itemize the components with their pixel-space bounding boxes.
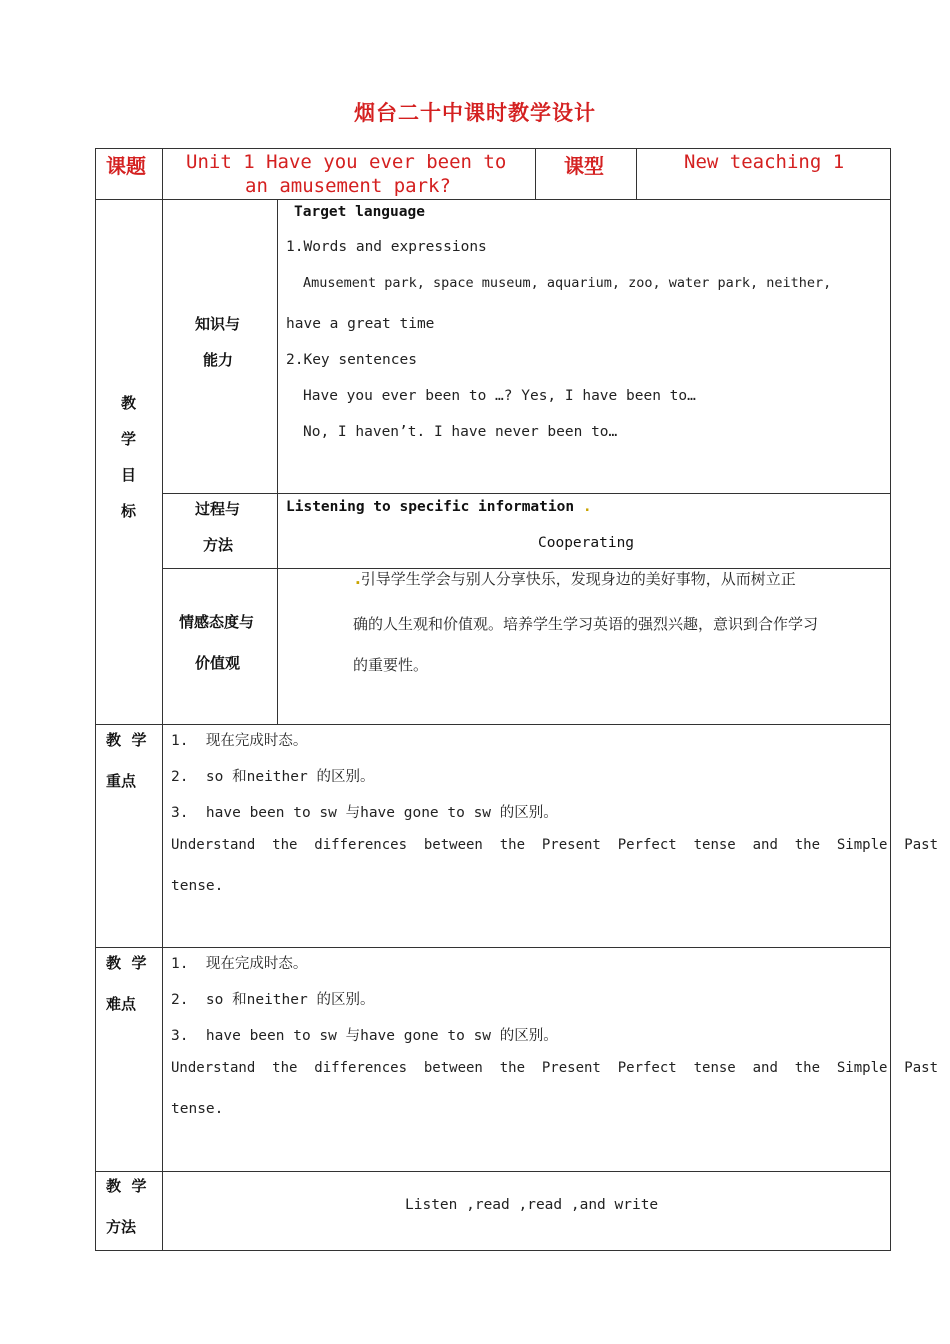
knowledge-line-3: Amusement park, space museum, aquarium, zoo, water park, neither, <box>303 275 832 291</box>
emotion-line-1-text: 引导学生学会与别人分享快乐，发现身边的美好事物，从而树立正 <box>360 570 796 588</box>
table-border-right <box>890 148 891 1250</box>
label-column-divider <box>162 148 163 1250</box>
objectives-char-1: 教 <box>121 394 137 412</box>
header-topic-divider <box>535 148 536 199</box>
objectives-row-divider <box>95 724 891 725</box>
topic-line-1: Unit 1 Have you ever been to <box>186 151 507 173</box>
process-line-1 <box>286 499 592 515</box>
sublabel-column-divider <box>277 199 278 724</box>
emotion-line-1-mark: . <box>355 570 361 588</box>
keypoints-line-1: 1. 现在完成时态。 <box>171 733 308 749</box>
process-label-2: 方法 <box>203 536 234 554</box>
header-row-divider <box>95 199 891 200</box>
objectives-char-2: 学 <box>121 430 137 448</box>
knowledge-line-5: 2.Key sentences <box>286 352 417 368</box>
keypoints-line-3: 3. have been to sw 与have gone to sw 的区别。 <box>171 805 558 821</box>
difficult-line-5: tense. <box>171 1101 224 1117</box>
process-line-1-mark: . <box>582 499 592 515</box>
knowledge-line-2: 1.Words and expressions <box>286 239 487 255</box>
type-value: New teaching 1 <box>684 151 845 173</box>
process-label-1: 过程与 <box>195 500 241 518</box>
process-line-1-text: Listening to specific information <box>286 499 575 515</box>
difficult-line-3: 3. have been to sw 与have gone to sw 的区别。 <box>171 1028 558 1044</box>
table-border-left <box>95 148 96 1250</box>
keypoints-row-divider <box>95 947 891 948</box>
difficult-line-1: 1. 现在完成时态。 <box>171 956 308 972</box>
keypoints-label-2: 重点 <box>106 772 137 790</box>
difficult-label-2: 难点 <box>106 995 137 1013</box>
knowledge-label-2: 能力 <box>203 351 234 369</box>
methods-label-1: 教 学 <box>106 1177 147 1195</box>
methods-value: Listen ,read ,read ,and write <box>405 1197 659 1213</box>
process-line-2: Cooperating <box>538 535 635 551</box>
type-label: 课型 <box>564 154 604 178</box>
objectives-char-4: 标 <box>121 502 137 520</box>
topic-label: 课题 <box>106 154 146 178</box>
methods-label-2: 方法 <box>106 1218 137 1236</box>
document-title: 烟台二十中课时教学设计 <box>354 101 596 125</box>
difficult-line-4: Understand the differences between the Present Perfect tense and the Simple Past <box>171 1060 939 1076</box>
knowledge-line-1: Target language <box>294 204 425 220</box>
emotion-label-1: 情感态度与 <box>179 613 255 631</box>
topic-line-2: an amusement park? <box>245 175 451 197</box>
knowledge-line-7: No, I haven’t. I have never been to… <box>303 424 618 440</box>
difficult-label-1: 教 学 <box>106 954 147 972</box>
keypoints-label-1: 教 学 <box>106 731 147 749</box>
difficult-row-divider <box>95 1171 891 1172</box>
table-border-top <box>95 148 891 149</box>
keypoints-line-2: 2. so 和neither 的区别。 <box>171 769 375 785</box>
emotion-line-3: 的重要性。 <box>353 656 429 674</box>
emotion-line-2: 确的人生观和价值观。培养学生学习英语的强烈兴趣，意识到合作学习 <box>353 615 819 633</box>
knowledge-line-4: have a great time <box>286 316 435 332</box>
objectives-char-3: 目 <box>121 466 137 484</box>
difficult-line-2: 2. so 和neither 的区别。 <box>171 992 375 1008</box>
keypoints-line-5: tense. <box>171 878 224 894</box>
keypoints-line-4: Understand the differences between the Present Perfect tense and the Simple Past <box>171 837 939 853</box>
knowledge-row-divider <box>162 493 891 494</box>
knowledge-line-6: Have you ever been to …? Yes, I have been to… <box>303 388 696 404</box>
emotion-label-2: 价值观 <box>195 654 241 672</box>
header-type-divider <box>636 148 637 199</box>
knowledge-label-1: 知识与 <box>195 315 241 333</box>
table-border-bottom <box>95 1250 891 1251</box>
emotion-line-1 <box>355 568 796 589</box>
